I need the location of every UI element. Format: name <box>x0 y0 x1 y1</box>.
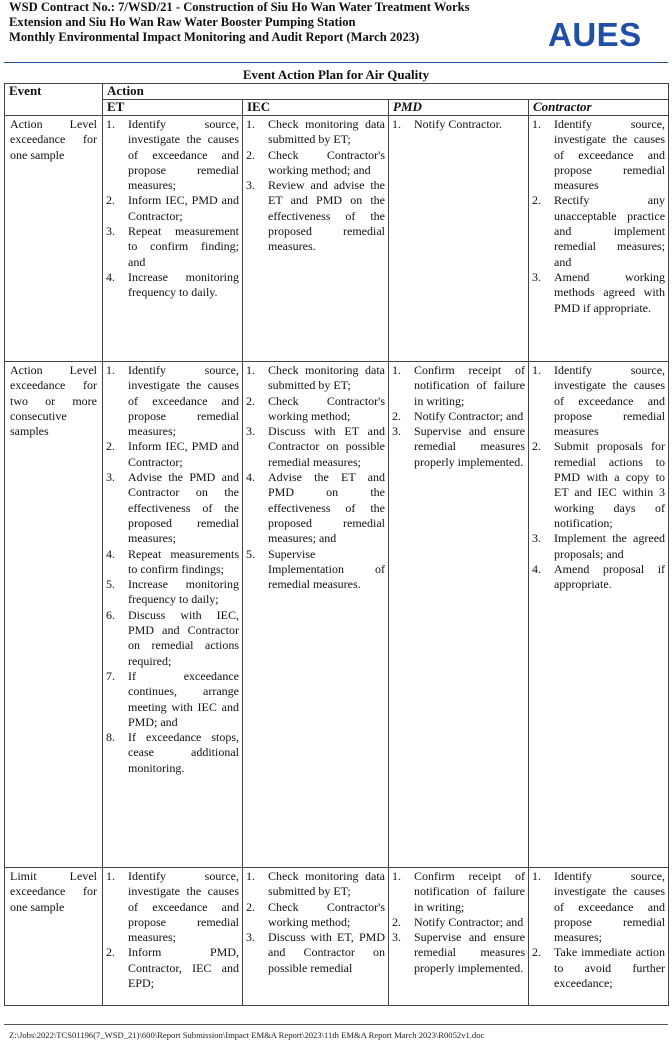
step-number: 3. <box>106 224 115 239</box>
step-number: 2. <box>106 945 115 960</box>
table-caption: Event Action Plan for Air Quality <box>242 67 430 82</box>
action-steps-list <box>246 869 385 976</box>
step-text: Check monitoring data submitted by ET; <box>268 869 385 899</box>
step-number: 1. <box>106 363 115 377</box>
action-step <box>106 945 239 991</box>
action-step <box>532 869 665 945</box>
step-text: Notify Contractor; and <box>414 408 524 423</box>
action-step <box>246 117 385 148</box>
action-step <box>246 394 385 425</box>
step-number: 2. <box>532 193 541 208</box>
step-text: Implement the agreed proposals; and <box>554 531 666 561</box>
step-number: 4. <box>246 470 255 485</box>
document-header <box>9 0 549 46</box>
action-step <box>532 363 665 439</box>
header-divider <box>4 62 668 63</box>
contractor-cell <box>529 362 669 868</box>
action-step <box>392 117 525 132</box>
action-step <box>246 869 385 900</box>
action-step <box>106 363 239 439</box>
action-column-header: Action <box>103 84 669 100</box>
iec-cell <box>243 116 389 362</box>
action-step <box>246 148 385 179</box>
table-row-limit-one <box>5 868 669 1006</box>
event-cell: Limit Level exceedance for one sample <box>5 868 103 1006</box>
header-line-2: Extension and Siu Ho Wan Raw Water Booster Pumping Station <box>9 15 356 30</box>
step-number: 1. <box>532 117 541 131</box>
action-steps-list <box>246 117 385 255</box>
step-number: 2. <box>532 945 541 960</box>
step-number: 1. <box>392 363 401 377</box>
step-text: If exceedance continues, arrange meeting with IEC and PMD; and <box>128 668 239 729</box>
step-number: 2. <box>392 408 401 423</box>
step-number: 1. <box>392 117 401 131</box>
et-cell <box>103 116 243 362</box>
action-steps-list <box>392 869 525 976</box>
step-text: Check monitoring data submitted by ET; <box>268 363 385 393</box>
action-steps-list <box>392 363 525 470</box>
step-number: 1. <box>246 363 255 377</box>
action-step <box>246 930 385 976</box>
step-number: 8. <box>106 730 115 745</box>
step-number: 4. <box>532 561 541 576</box>
iec-cell <box>243 362 389 868</box>
action-step <box>392 363 525 409</box>
step-number: 5. <box>246 546 255 561</box>
action-step <box>246 547 385 593</box>
step-text: Repeat measurements to confirm findings; <box>128 546 239 576</box>
et-cell <box>103 868 243 1006</box>
step-text: Identify source, investigate the causes of exceedance and propose remedial measures <box>554 363 666 439</box>
step-text: Identify source, investigate the causes of exceedance and propose remedial measures <box>554 117 666 193</box>
step-number: 2. <box>532 439 541 454</box>
action-step <box>106 669 239 730</box>
header-line-3: Monthly Environmental Impact Monitoring and Audit Report (March 2023) <box>9 30 420 45</box>
action-step <box>106 730 239 776</box>
step-number: 2. <box>246 147 255 162</box>
step-number: 3. <box>392 930 401 945</box>
step-number: 1. <box>532 869 541 883</box>
et-cell <box>103 362 243 868</box>
action-step <box>532 945 665 991</box>
step-text: Notify Contractor; and <box>414 914 524 929</box>
action-step <box>532 117 665 193</box>
step-text: Confirm receipt of notification of failure in writing; <box>414 869 525 914</box>
step-text: Discuss with ET, PMD and Contractor on possible remedial <box>268 930 385 975</box>
step-number: 1. <box>532 363 541 377</box>
step-number: 6. <box>106 607 115 622</box>
action-step <box>246 424 385 470</box>
aues-logo: AUES <box>548 16 642 53</box>
action-step <box>106 117 239 193</box>
action-step <box>532 439 665 531</box>
action-step <box>246 178 385 254</box>
iec-cell <box>243 868 389 1006</box>
action-step <box>106 439 239 470</box>
action-step <box>392 409 525 424</box>
table-row-action-consecutive <box>5 362 669 868</box>
action-step <box>532 270 665 316</box>
step-number: 5. <box>106 577 115 592</box>
step-text: Notify Contractor. <box>414 117 502 131</box>
step-text: Identify source, investigate the causes of exceedance and propose remedial measures; <box>554 869 666 945</box>
step-number: 2. <box>106 193 115 208</box>
step-text: Take immediate action to avoid further exceedance; <box>554 945 666 991</box>
action-steps-list <box>532 363 665 592</box>
footer-divider <box>4 1024 668 1025</box>
step-text: If exceedance stops, cease additional monitoring. <box>128 730 239 775</box>
step-text: Repeat measurement to confirm finding; and <box>128 224 239 269</box>
step-number: 3. <box>532 531 541 546</box>
step-text: Supervise and ensure remedial measures properly implemented. <box>414 424 525 469</box>
action-step <box>392 424 525 470</box>
pmd-cell <box>389 868 529 1006</box>
action-step <box>246 363 385 394</box>
file-path-footer: Z:\Jobs\2022\TCS01196(7_WSD_21)\600\Report Submission\Impact EM&A Report\2023\11th EM&A Report March 2023\R0052v1.doc <box>9 1030 485 1040</box>
iec-column-header: IEC <box>243 100 389 116</box>
action-step <box>246 470 385 546</box>
pmd-column-header: PMD <box>389 100 529 116</box>
step-number: 2. <box>246 899 255 914</box>
step-text: Supervise Implementation of remedial measures. <box>268 546 385 592</box>
step-number: 2. <box>392 914 401 929</box>
header-line-1: WSD Contract No.: 7/WSD/21 - Construction of Siu Ho Wan Water Treatment Works <box>9 0 470 14</box>
action-steps-list <box>392 117 525 132</box>
step-text: Check Contractor's working method; and <box>268 147 385 177</box>
action-steps-list <box>106 869 239 991</box>
et-column-header: ET <box>103 100 243 116</box>
step-text: Discuss with IEC, PMD and Contractor on remedial actions required; <box>128 607 239 668</box>
step-number: 4. <box>106 546 115 561</box>
step-text: Supervise and ensure remedial measures properly implemented. <box>414 930 525 975</box>
step-text: Confirm receipt of notification of failure in writing; <box>414 363 525 408</box>
action-step <box>532 193 665 269</box>
event-cell: Action Level exceedance for one sample <box>5 116 103 362</box>
step-text: Increase monitoring frequency to daily; <box>128 577 239 607</box>
step-text: Review and advise the ET and PMD on the effectiveness of the proposed remedial measures. <box>268 178 385 254</box>
step-text: Submit proposals for remedial actions to PMD with a copy to ET and IEC within 3 working days of notification; <box>554 439 666 530</box>
step-number: 7. <box>106 668 115 683</box>
step-text: Increase monitoring frequency to daily. <box>128 269 239 300</box>
step-number: 1. <box>392 869 401 883</box>
action-step <box>106 547 239 578</box>
step-text: Check Contractor's working method; <box>268 393 385 423</box>
pmd-cell <box>389 362 529 868</box>
action-steps-list <box>532 117 665 316</box>
action-step <box>106 608 239 669</box>
action-step <box>392 869 525 915</box>
step-text: Check monitoring data submitted by ET; <box>268 117 385 147</box>
step-number: 3. <box>246 424 255 439</box>
step-number: 1. <box>106 869 115 883</box>
step-number: 3. <box>532 269 541 284</box>
action-step <box>106 869 239 945</box>
step-text: Amend working methods agreed with PMD if appropriate. <box>554 269 666 315</box>
action-step <box>106 270 239 301</box>
event-column-header: Event <box>5 84 103 116</box>
contractor-column-header: Contractor <box>529 100 669 116</box>
table-row-action-one <box>5 116 669 362</box>
step-text: Check Contractor's working method; <box>268 899 385 929</box>
step-text: Inform IEC, PMD and Contractor; <box>128 193 239 223</box>
step-number: 3. <box>246 930 255 945</box>
action-steps-list <box>246 363 385 592</box>
pmd-cell <box>389 116 529 362</box>
step-number: 1. <box>246 117 255 131</box>
action-step <box>106 224 239 270</box>
step-text: Discuss with ET and Contractor on possible remedial measures; <box>268 424 385 469</box>
step-number: 2. <box>106 439 115 454</box>
step-text: Advise the PMD and Contractor on the effectiveness of the proposed remedial measures; <box>128 470 239 546</box>
event-cell: Action Level exceedance for two or more consecutive samples <box>5 362 103 868</box>
step-text: Inform IEC, PMD and Contractor; <box>128 439 239 469</box>
action-step <box>392 930 525 976</box>
action-step <box>106 193 239 224</box>
event-action-plan-table <box>4 83 669 1006</box>
step-text: Identify source, investigate the causes of exceedance and propose remedial measures; <box>128 117 239 193</box>
step-text: Inform PMD, Contractor, IEC and EPD; <box>128 945 239 991</box>
action-steps-list <box>106 117 239 301</box>
step-number: 2. <box>246 393 255 408</box>
step-number: 1. <box>246 869 255 883</box>
action-step <box>246 900 385 931</box>
contractor-cell <box>529 868 669 1006</box>
step-text: Rectify any unacceptable practice and implement remedial measures; and <box>554 193 666 269</box>
action-step <box>392 915 525 930</box>
step-text: Amend proposal if appropriate. <box>554 561 666 592</box>
action-steps-list <box>106 363 239 776</box>
action-steps-list <box>532 869 665 991</box>
step-number: 4. <box>106 269 115 284</box>
action-step <box>106 470 239 546</box>
action-step <box>532 562 665 593</box>
step-number: 3. <box>246 178 255 193</box>
step-number: 3. <box>106 470 115 485</box>
step-number: 1. <box>106 117 115 131</box>
step-text: Identify source, investigate the causes of exceedance and propose remedial measures; <box>128 869 239 945</box>
action-step <box>106 577 239 608</box>
step-text: Advise the ET and PMD on the effectiveness of the proposed remedial measures; and <box>268 470 385 546</box>
action-step <box>532 531 665 562</box>
step-text: Identify source, investigate the causes of exceedance and propose remedial measures; <box>128 363 239 439</box>
contractor-cell <box>529 116 669 362</box>
step-number: 3. <box>392 424 401 439</box>
